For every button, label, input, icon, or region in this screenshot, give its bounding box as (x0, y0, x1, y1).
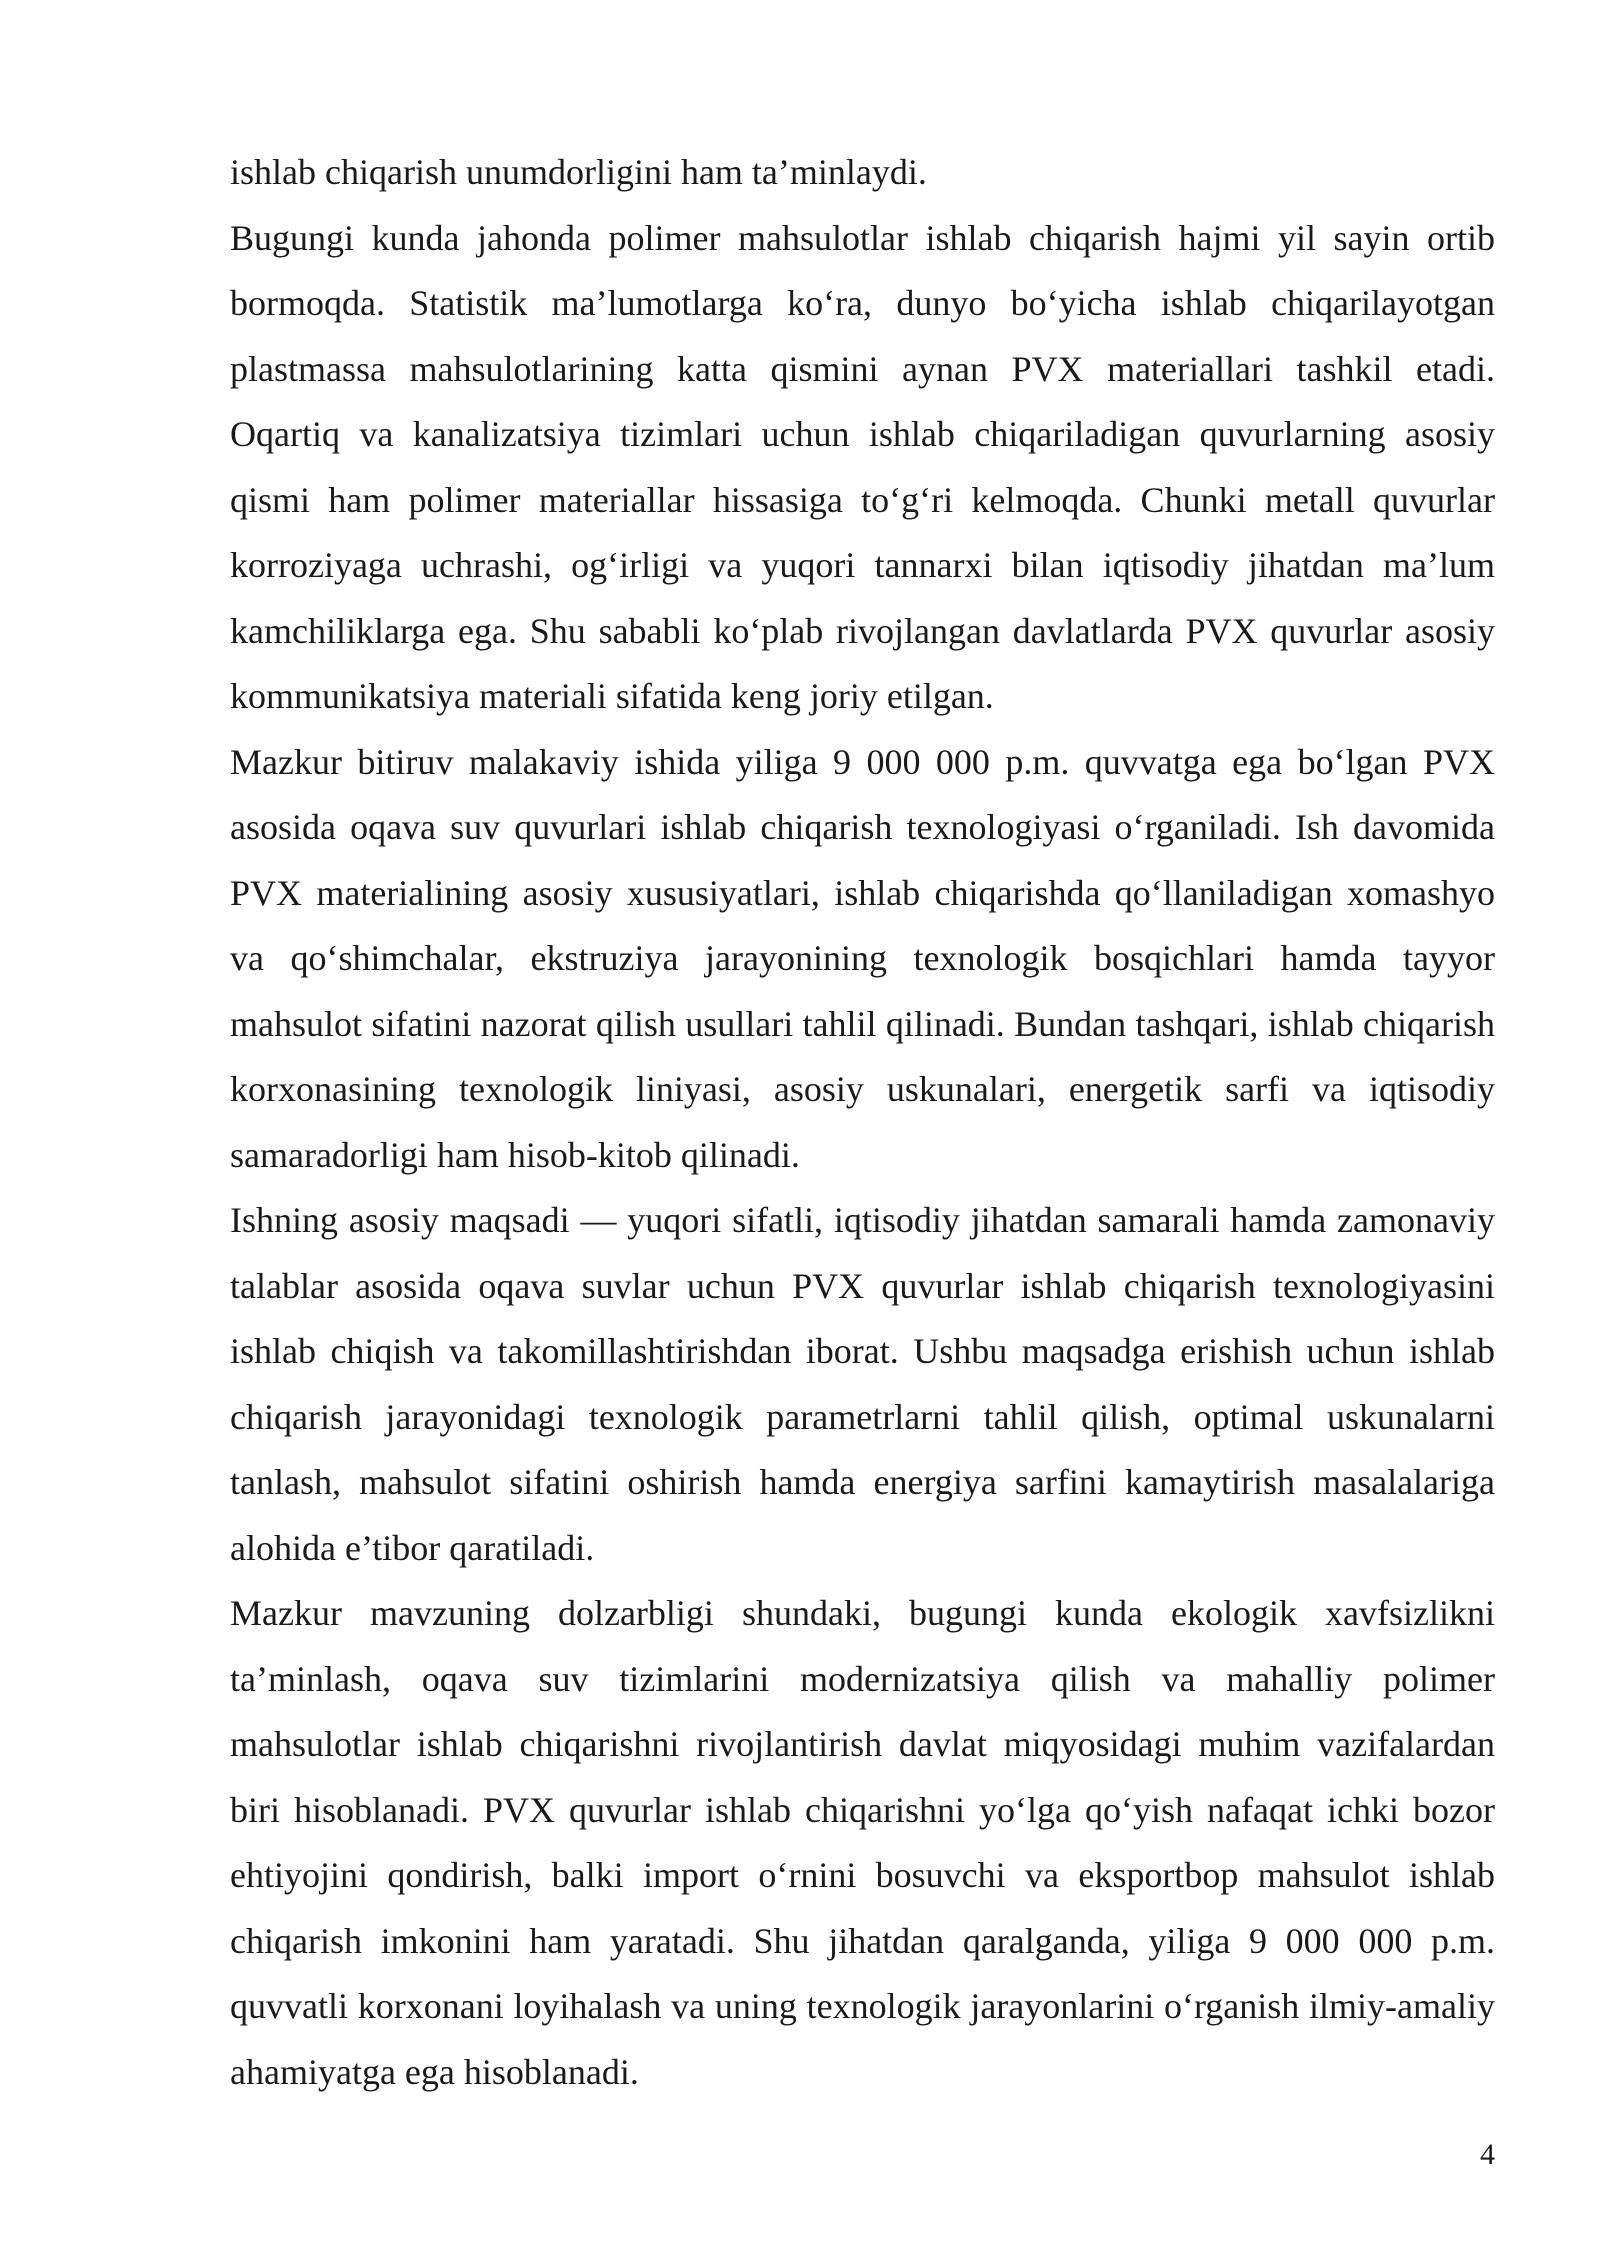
paragraph-relevance: Mazkur mavzuning dolzarbligi shundaki, bugungi kunda ekologik xavfsizlikni ta’minlash, oqava suv tizimlarini modernizatsiya qilish va mahalliy polimer mahsulotlar ishlab chiqarishni rivojlantirish davlat miqyosidagi muhim vazifalardan biri hisoblanadi. PVX quvurlar ishlab chiqarishni yo‘lga qo‘yish nafaqat ichki bozor ehtiyojini qondirish, balki import o‘rnini bosuvchi va eksportbop mahsulot ishlab chiqarish imkonini ham yaratadi. Shu jihatdan qaralganda, yiliga 9 000 000 p.m. quvvatli korxonani loyihalash va uning texnologik jarayonlarini o‘rganish ilmiy-amaliy ahamiyatga ega hisoblanadi. (230, 1593, 1495, 2092)
document-body (230, 140, 1495, 2105)
paragraph-thesis-scope: Mazkur bitiruv malakaviy ishida yiliga 9 000 000 p.m. quvvatga ega bo‘lgan PVX asosida oqava suv quvurlari ishlab chiqarish texnologiyasi o‘rganiladi. Ish davomida PVX materialining asosiy xususiyatlari, ishlab chiqarishda qo‘llaniladigan xomashyo va qo‘shimchalar, ekstruziya jarayonining texnologik bosqichlari hamda tayyor mahsulot sifatini nazorat qilish usullari tahlil qilinadi. Bundan tashqari, ishlab chiqarish korxonasining texnologik liniyasi, asosiy uskunalari, energetik sarfi va iqtisodiy samaradorligi ham hisob-kitob qilinadi. (230, 741, 1495, 1175)
paragraph-polymer-production: Bugungi kunda jahonda polimer mahsulotlar ishlab chiqarish hajmi yil sayin ortib bormoqda. Statistik ma’lumotlarga ko‘ra, dunyo bo‘yicha ishlab chiqarilayotgan plastmassa mahsulotlarining katta qismini aynan PVX materiallari tashkil etadi. Oqartiq va kanalizatsiya tizimlari uchun ishlab chiqariladigan quvurlarning asosiy qismi ham polimer materiallar hissasiga to‘g‘ri kelmoqda. Chunki metall quvurlar korroziyaga uchrashi, og‘irligi va yuqori tannarxi bilan iqtisodiy jihatdan ma’lum kamchiliklarga ega. Shu sababli ko‘plab rivojlangan davlatlarda PVX quvurlar asosiy kommunikatsiya materiali sifatida keng joriy etilgan. (230, 217, 1495, 716)
paragraph-continuation: ishlab chiqarish unumdorligini ham ta’minlaydi. (230, 152, 927, 192)
page-number: 4 (1480, 2138, 1495, 2171)
paragraph-main-goal: Ishning asosiy maqsadi — yuqori sifatli, iqtisodiy jihatdan samarali hamda zamonaviy talablar asosida oqava suvlar uchun PVX quvurlar ishlab chiqarish texnologiyasini ishlab chiqish va takomillashtirishdan iborat. Ushbu maqsadga erishish uchun ishlab chiqarish jarayonidagi texnologik parametrlarni tahlil qilish, optimal uskunalarni tanlash, mahsulot sifatini oshirish hamda energiya sarfini kamaytirish masalalariga alohida e’tibor qaratiladi. (230, 1200, 1495, 1568)
